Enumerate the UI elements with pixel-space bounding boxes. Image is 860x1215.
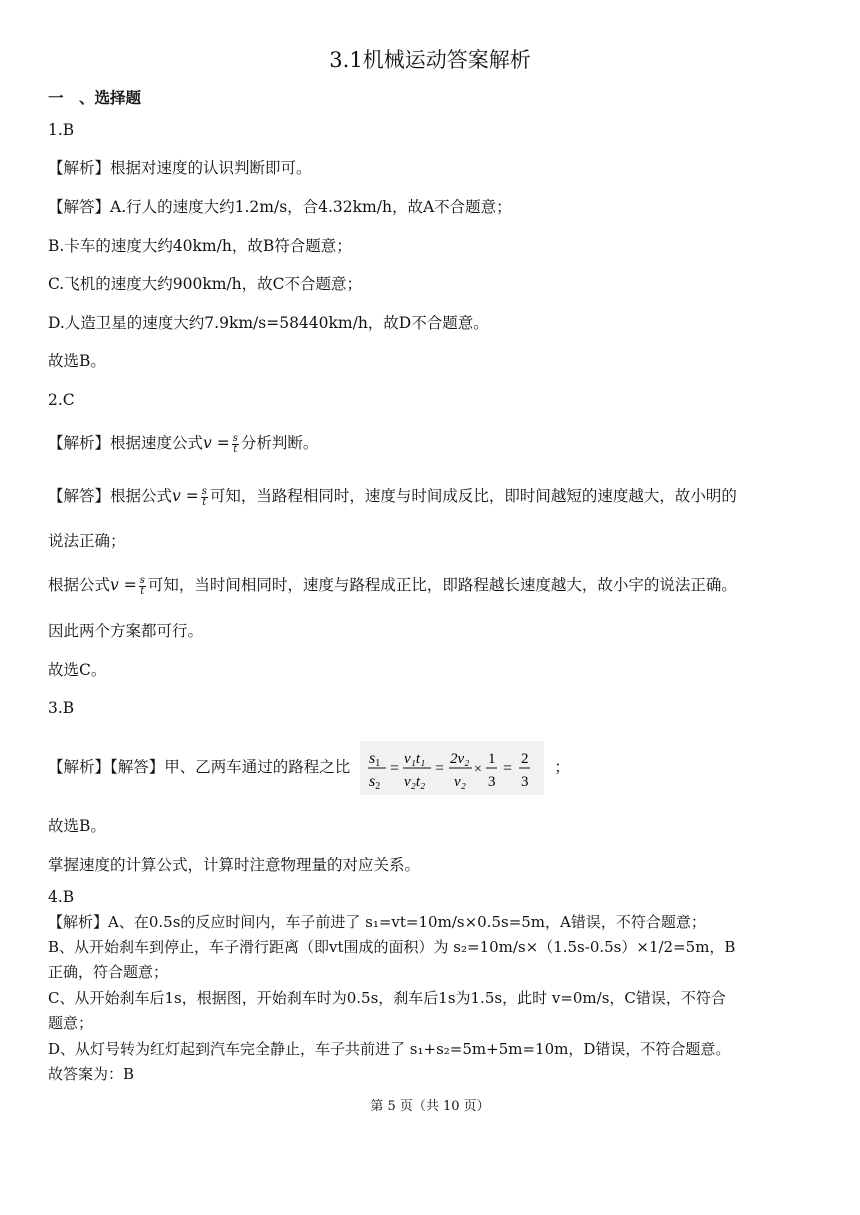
q3-choice: 故选B。 [48, 817, 106, 835]
q4-number: 4.B [48, 888, 75, 906]
q3-summary: 掌握速度的计算公式，计算时注意物理量的对应关系。 [48, 856, 421, 874]
formula-denominator: t [140, 585, 145, 597]
q1-answer-a: 【解答】A.行人的速度大约1.2m/s，合4.32km/h，故A不合题意； [48, 198, 512, 216]
q4-line-d: D、从灯号转为红灯起到汽车完全静止，车子共前进了 s₁+s₂=5m+5m=10m，D错误，不符合题意。 [48, 1040, 731, 1058]
formula-numerator: s [232, 432, 238, 444]
q2-number: 2.C [48, 391, 75, 409]
formula-numerator: s [139, 574, 145, 586]
q2-formula-fraction [139, 576, 146, 597]
frac-s1: s1 [369, 750, 381, 769]
frac-3: 3 [488, 774, 496, 790]
q2-answer2-suffix: 可知，当时间相同时，速度与路程成正比，即路程越长速度越大，故小宇的说法正确。 [147, 576, 737, 594]
equals-sign: = [435, 760, 445, 777]
formula-numerator: s [201, 485, 207, 497]
q4-line-c: C、从开始刹车后1s，根据图，开始刹车时为0.5s，刹车后1s为1.5s，此时 v=0m/s，C错误，不符合 [48, 989, 726, 1007]
equals-sign: = [390, 760, 400, 777]
q2-formula-fraction [232, 434, 239, 455]
q2-formula-lhs: v = [172, 487, 199, 505]
ratio-formula-image [360, 741, 544, 795]
q2-answer1-cont: 说法正确； [48, 532, 126, 550]
q2-analysis-suffix: 分析判断。 [240, 434, 319, 452]
q1-number: 1.B [48, 121, 75, 139]
q2-answer2-prefix: 根据公式 [48, 576, 111, 594]
q2-formula-lhs: v = [110, 576, 137, 594]
q1-answer-c: C.飞机的速度大约900km/h，故C不合题意； [48, 275, 362, 293]
q2-choice: 故选C。 [48, 661, 107, 679]
q2-conclusion: 因此两个方案都可行。 [48, 622, 204, 640]
q4-answer: 故答案为：B [48, 1065, 135, 1083]
frac-v2: v₂ [454, 774, 467, 790]
q4-line-b-cont: 正确，符合题意； [48, 963, 169, 981]
q3-analysis [48, 738, 570, 796]
q4-line-b: B、从开始刹车到停止，车子滑行距离（即vt围成的面积）为 s₂=10m/s×（1.5s-0.5s）×1/2=5m，B [48, 938, 736, 956]
q2-answer1-suffix: 可知，当路程相同时，速度与时间成反比，即时间越短的速度越大，故小明的 [209, 487, 737, 505]
page-footer: 第 5 页（共 10 页） [370, 1099, 490, 1114]
frac-2v2: 2v₂ [450, 751, 470, 767]
frac-2: 2 [521, 751, 529, 767]
q2-formula-lhs: v = [203, 434, 230, 452]
q2-answer2 [48, 575, 737, 597]
q2-analysis [48, 433, 318, 455]
frac-3b: 3 [521, 774, 529, 790]
formula-denominator: t [233, 443, 238, 455]
q2-analysis-prefix: 【解析】根据速度公式 [48, 434, 204, 452]
q3-analysis-suffix: ； [554, 758, 570, 776]
section-heading: 一 、选择题 [48, 89, 142, 107]
formula-denominator: t [202, 496, 207, 508]
frac-1: 1 [488, 751, 496, 767]
q2-answer1 [48, 486, 737, 508]
q3-analysis-prefix: 【解析】【解答】甲、乙两车通过的路程之比 [48, 758, 351, 776]
equals-sign: = [503, 760, 513, 777]
page-title: 3.1机械运动答案解析 [329, 48, 531, 72]
q1-analysis: 【解析】根据对速度的认识判断即可。 [48, 159, 312, 177]
q4-line-c-cont: 题意； [48, 1014, 94, 1032]
frac-v1t1: v₁t₁ [404, 751, 426, 767]
frac-s2: s2 [369, 773, 381, 791]
q4-line-a: 【解析】A、在0.5s的反应时间内，车子前进了 s₁=vt=10m/s×0.5s=5m，A错误，不符合题意； [48, 913, 706, 931]
frac-v2t2: v₂t₂ [404, 774, 426, 790]
q2-formula-fraction [201, 487, 208, 508]
q2-answer1-prefix: 【解答】根据公式 [48, 487, 173, 505]
q3-number: 3.B [48, 699, 75, 717]
times-sign: × [474, 762, 483, 777]
q1-choice: 故选B。 [48, 352, 106, 370]
q1-answer-b: B.卡车的速度大约40km/h，故B符合题意； [48, 237, 352, 255]
q1-answer-d: D.人造卫星的速度大约7.9km/s=58440km/h，故D不合题意。 [48, 314, 489, 332]
ratio-formula [366, 745, 538, 791]
